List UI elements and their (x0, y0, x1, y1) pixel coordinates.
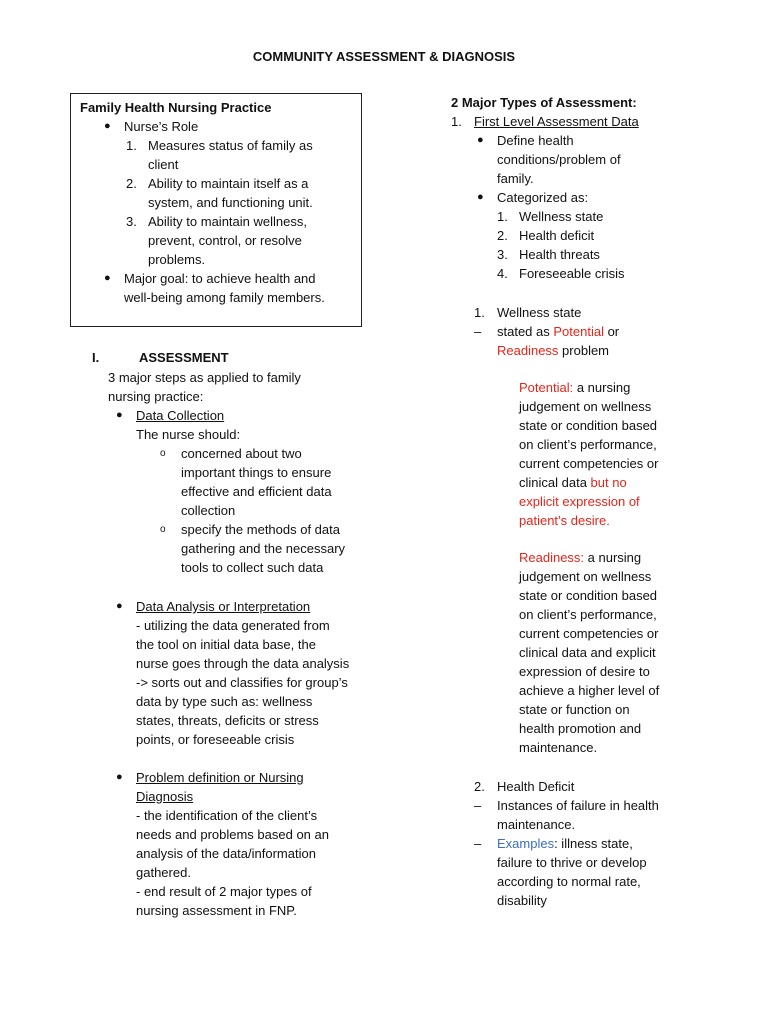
data-analysis-line-5: data by type such as: wellness (136, 694, 313, 709)
readiness-def-line-1 (519, 548, 641, 567)
list-number: 1. (451, 114, 462, 129)
readiness-def-line-10: health promotion and (519, 721, 642, 736)
examples-line-4: disability (497, 893, 547, 908)
list-number: 3. (126, 214, 137, 229)
define-line-3: family. (497, 171, 534, 186)
data-collection-lead: The nurse should: (136, 427, 241, 442)
potential-def-line-7: explicit expression of (519, 494, 640, 509)
wellness-readiness-line (497, 341, 609, 360)
clinical-data-text: clinical data (519, 475, 591, 490)
potential-def-line-3: state or condition based (519, 418, 658, 433)
collection-item-1-line-3: effective and efficient data (181, 484, 332, 499)
collection-item-2-line-1: specify the methods of data (181, 522, 340, 537)
list-number: 1. (474, 305, 485, 320)
problem-line-4: gathered. (136, 865, 191, 880)
dash-bullet-icon: – (474, 324, 482, 339)
examples-label: Examples (497, 836, 555, 851)
readiness-label: Readiness: (519, 550, 585, 565)
bullet-icon: ● (104, 120, 111, 132)
goal-line-2: well-being among family members. (124, 290, 325, 305)
goal-line-1: Major goal: to achieve health and (124, 271, 316, 286)
readiness-def-line-3: state or condition based (519, 588, 658, 603)
health-deficit-title: Health Deficit (497, 779, 575, 794)
bullet-icon: ● (477, 134, 484, 146)
potential-def-line-2: judgement on wellness (519, 399, 652, 414)
collection-item-2-line-3: tools to collect such data (181, 560, 324, 575)
list-number: 1. (497, 209, 508, 224)
readiness-def-line-6: clinical data and explicit (519, 645, 656, 660)
potential-def-line-1 (519, 378, 630, 397)
wellness-title: Wellness state (497, 305, 582, 320)
bullet-icon: ● (116, 600, 123, 612)
list-number: 1. (126, 138, 137, 153)
readiness-def-line-5: current competencies or (519, 626, 659, 641)
collection-item-1-line-4: collection (181, 503, 236, 518)
collection-item-1-line-2: important things to ensure (181, 465, 332, 480)
wellness-stated-line (497, 322, 619, 341)
potential-def-line-4: on client’s performance, (519, 437, 657, 452)
role-1-line-1: Measures status of family as (148, 138, 313, 153)
data-analysis-line-4: -> sorts out and classifies for group’s (136, 675, 348, 690)
problem-line-2: needs and problems based on an (136, 827, 329, 842)
but-no-text: but no (590, 475, 627, 490)
examples-line (497, 834, 633, 853)
readiness-def-line-2: judgement on wellness (519, 569, 652, 584)
dash-bullet-icon: – (474, 836, 482, 851)
bullet-icon: ● (116, 771, 123, 783)
data-analysis-line-3: nurse goes through the data analysis (136, 656, 350, 671)
readiness-def-text: a nursing (584, 550, 642, 565)
examples-line-3: according to normal rate, (497, 874, 641, 889)
circle-bullet-icon: o (160, 448, 166, 459)
potential-def-text: a nursing (573, 380, 631, 395)
list-number: 3. (497, 247, 508, 262)
data-collection-title: Data Collection (136, 408, 225, 423)
assessment-intro-1: 3 major steps as applied to family (108, 370, 301, 385)
list-number: 4. (497, 266, 508, 281)
define-line-2: conditions/problem of (497, 152, 621, 167)
category-1: Wellness state (519, 209, 604, 224)
collection-item-2-line-2: gathering and the necessary (181, 541, 346, 556)
readiness-word: Readiness (497, 343, 559, 358)
data-analysis-line-7: points, or foreseeable crisis (136, 732, 295, 747)
list-number: 2. (497, 228, 508, 243)
assessment-intro-2: nursing practice: (108, 389, 204, 404)
potential-word: Potential (553, 324, 604, 339)
list-number: 2. (126, 176, 137, 191)
data-analysis-line-1: - utilizing the data generated from (136, 618, 330, 633)
deficit-line-2: maintenance. (497, 817, 576, 832)
deficit-line-1: Instances of failure in health (497, 798, 659, 813)
problem-line-1: - the identification of the client’s (136, 808, 318, 823)
examples-line-2: failure to thrive or develop (497, 855, 647, 870)
bullet-icon: ● (477, 191, 484, 203)
data-analysis-line-2: the tool on initial data base, the (136, 637, 316, 652)
potential-label: Potential: (519, 380, 574, 395)
category-3: Health threats (519, 247, 600, 262)
category-2: Health deficit (519, 228, 595, 243)
major-types-heading: 2 Major Types of Assessment: (451, 95, 637, 110)
nurse-role-label: Nurse’s Role (124, 119, 199, 134)
role-3-line-1: Ability to maintain wellness, (148, 214, 307, 229)
role-2-line-2: system, and functioning unit. (148, 195, 313, 210)
first-level-title: First Level Assessment Data (474, 114, 639, 129)
circle-bullet-icon: o (160, 524, 166, 535)
readiness-def-line-11: maintenance. (519, 740, 598, 755)
role-3-line-3: problems. (148, 252, 206, 267)
readiness-def-line-9: state or function on (519, 702, 630, 717)
bullet-icon: ● (116, 409, 123, 421)
category-4: Foreseeable crisis (519, 266, 625, 281)
readiness-def-line-4: on client’s performance, (519, 607, 657, 622)
problem-title-line-1: Problem definition or Nursing (136, 770, 304, 785)
page-title: COMMUNITY ASSESSMENT & DIAGNOSIS (252, 49, 516, 64)
problem-line-6: nursing assessment in FNP. (136, 903, 297, 918)
potential-def-line-6 (519, 473, 627, 492)
role-2-line-1: Ability to maintain itself as a (148, 176, 309, 191)
problem-word: problem (558, 343, 610, 358)
potential-def-line-8: patient’s desire. (519, 513, 610, 528)
potential-def-line-5: current competencies or (519, 456, 659, 471)
examples-text: : illness state, (554, 836, 633, 851)
bullet-icon: ● (104, 272, 111, 284)
readiness-def-line-8: achieve a higher level of (519, 683, 660, 698)
list-number: 2. (474, 779, 485, 794)
data-analysis-title: Data Analysis or Interpretation (136, 599, 311, 614)
readiness-def-line-7: expression of desire to (519, 664, 650, 679)
role-1-line-2: client (148, 157, 179, 172)
stated-as-text: stated as (497, 324, 554, 339)
categorized-label: Categorized as: (497, 190, 589, 205)
section-roman-numeral: I. (92, 350, 100, 365)
define-line-1: Define health (497, 133, 574, 148)
dash-bullet-icon: – (474, 798, 482, 813)
role-3-line-2: prevent, control, or resolve (148, 233, 302, 248)
problem-line-3: analysis of the data/information (136, 846, 316, 861)
assessment-heading: ASSESSMENT (139, 350, 229, 365)
data-analysis-line-6: states, threats, deficits or stress (136, 713, 319, 728)
collection-item-1-line-1: concerned about two (181, 446, 302, 461)
problem-title-line-2: Diagnosis (136, 789, 194, 804)
box-heading: Family Health Nursing Practice (80, 100, 272, 115)
problem-line-5: - end result of 2 major types of (136, 884, 312, 899)
or-word: or (603, 324, 620, 339)
